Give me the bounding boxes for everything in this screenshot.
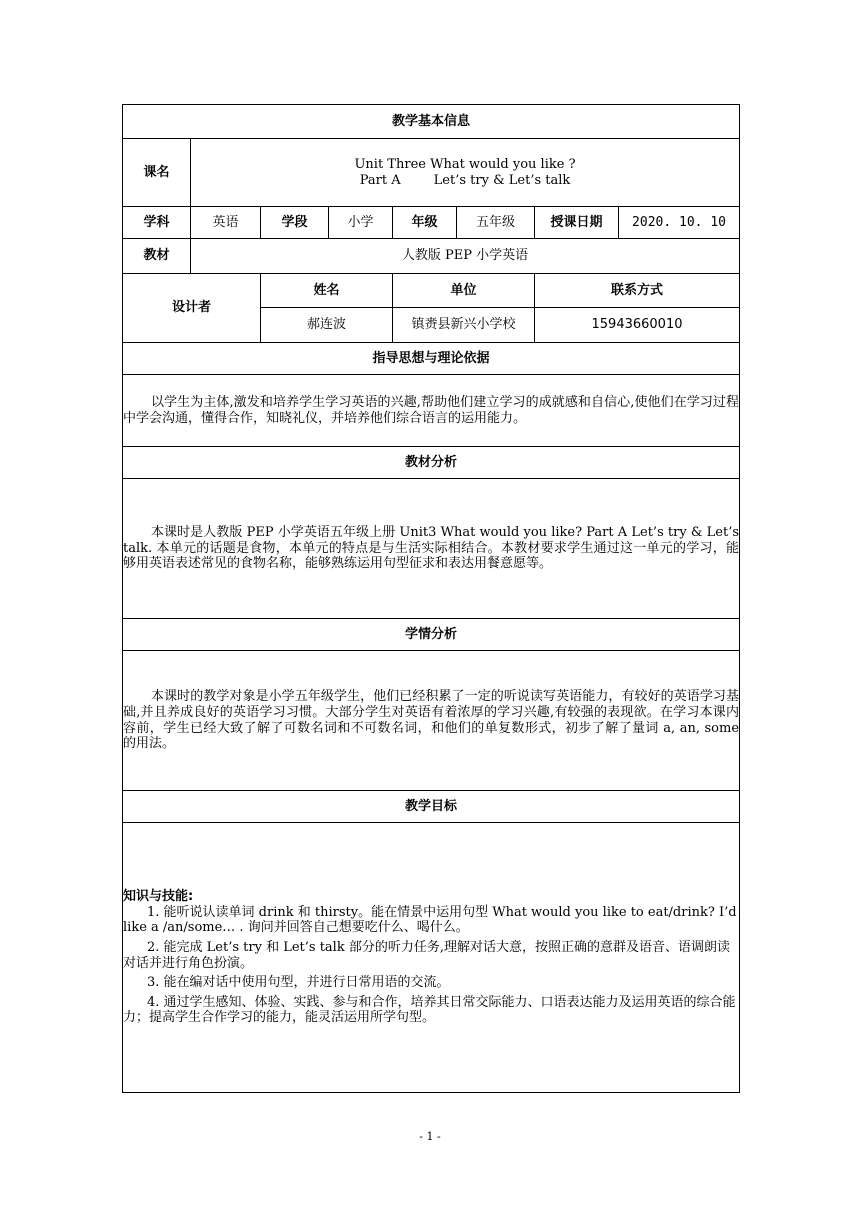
goal-item: 4. 通过学生感知、体验、实践、参与和合作，培养其日常交际能力、口语表达能力及运用英语的综合能力；提高学生合作学习的能力，能灵活运用所学句型。 <box>123 994 736 1026</box>
goal-item: 2. 能完成 Let’s try 和 Let’s talk 部分的听力任务,理解对话大意，按照正确的意群及语音、语调朗读对话并进行角色扮演。 <box>123 939 730 971</box>
section-goals: 教学目标 <box>123 791 740 823</box>
material-cell <box>123 479 740 619</box>
designer-label: 设计者 <box>123 274 261 343</box>
section-guiding: 指导思想与理论依据 <box>123 343 740 375</box>
learner-cell <box>123 651 740 791</box>
textbook-value: 人教版 PEP 小学英语 <box>191 239 740 274</box>
designer-contact: 15943660010 <box>535 308 740 343</box>
learner-text: 本课时的教学对象是小学五年级学生，他们已经积累了一定的听说读写英语能力，有较好的英语学习基础,并且养成良好的英语学习习惯。大部分学生对英语有着浓厚的学习兴趣,有较强的表现欲。在学习本课内容前，学生已经大致了解了可数名词和不可数名词，和他们的单复数形式，初步了解了量词 a, an, some 的用法。 <box>123 689 740 752</box>
material-text: 本课时是人教版 PEP 小学英语五年级上册 Unit3 What would you like? Part A Let’s try & Let’s talk. 本单元的话题是食物，本单元的特点是与生活实际相结合。本教材要求学生通过这一单元的学习，能够用英语表述常见的食物名称，能够熟练运用句型征求和表达用餐意愿等。 <box>123 525 740 572</box>
goals-cell <box>123 823 740 1093</box>
course-line-1: Unit Three What would you like ? <box>354 156 576 172</box>
subject-value: 英语 <box>191 207 261 239</box>
designer-name: 郝连波 <box>261 308 393 343</box>
guiding-cell <box>123 375 740 447</box>
goals-subheading: 知识与技能: <box>123 889 194 905</box>
page-number: - 1 - <box>419 1130 441 1143</box>
goal-item: 1. 能听说认读单词 drink 和 thirsty。能在情景中运用句型 What would you like to eat/drink? I’d like a /an/some… . 询问并回答自己想要吃什么、喝什么。 <box>123 904 737 936</box>
course-line-2: Part A Let’s try & Let’s talk <box>359 172 571 188</box>
subject-label: 学科 <box>123 207 191 239</box>
course-label: 课名 <box>123 139 191 207</box>
designer-unit: 镇赉县新兴小学校 <box>393 308 535 343</box>
name-header: 姓名 <box>261 274 393 308</box>
unit-header: 单位 <box>393 274 535 308</box>
section-learner-analysis: 学情分析 <box>123 619 740 651</box>
stage-value: 小学 <box>329 207 393 239</box>
contact-header: 联系方式 <box>535 274 740 308</box>
date-value: 2020. 10. 10 <box>619 207 740 239</box>
stage-label: 学段 <box>261 207 329 239</box>
lesson-plan-table <box>122 104 740 1093</box>
section-basic-info: 教学基本信息 <box>123 105 740 139</box>
course-name <box>191 139 740 207</box>
guiding-text: 以学生为主体,激发和培养学生学习英语的兴趣,帮助他们建立学习的成就感和自信心,使他们在学习过程中学会沟通，懂得合作，知晓礼仪，并培养他们综合语言的运用能力。 <box>123 394 740 426</box>
section-material-analysis: 教材分析 <box>123 447 740 479</box>
grade-label: 年级 <box>393 207 457 239</box>
textbook-label: 教材 <box>123 239 191 274</box>
goal-item: 3. 能在编对话中使用句型，并进行日常用语的交流。 <box>147 975 450 991</box>
grade-value: 五年级 <box>457 207 535 239</box>
date-label: 授课日期 <box>535 207 619 239</box>
